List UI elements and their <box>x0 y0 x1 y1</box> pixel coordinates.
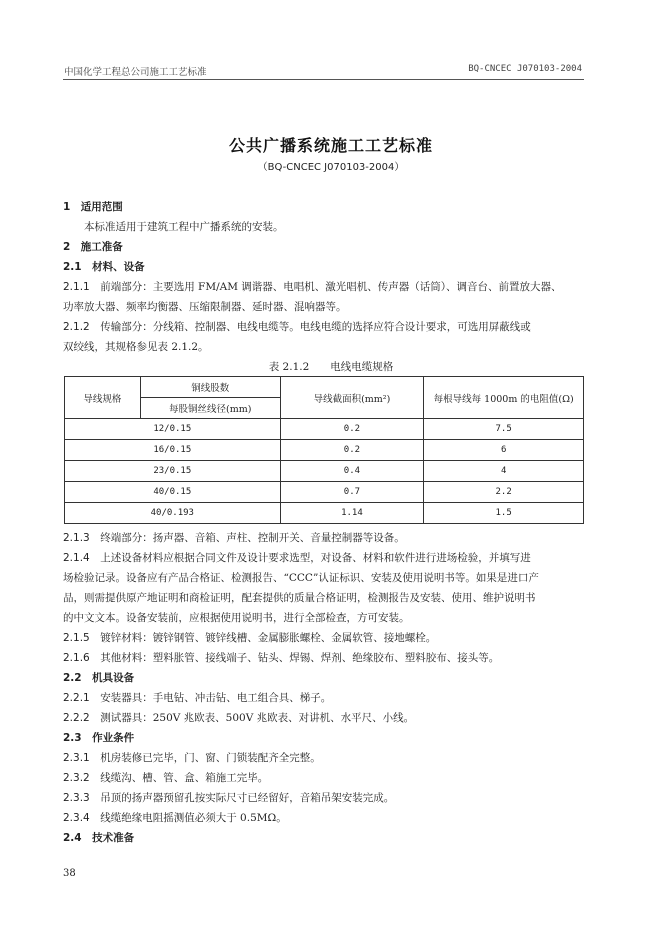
clause-2-1-4-cont-1: 场检验记录。设备应有产品合格证、检测报告、“CCC”认证标识、安装及使用说明书等。如果是进口产 <box>63 572 539 584</box>
clause-2-1-4 <box>63 551 585 565</box>
clause-2-1-3 <box>63 531 585 545</box>
cell-area: 0.2 <box>280 440 424 461</box>
cell-area: 1.14 <box>280 503 424 524</box>
clause-text: 机房装修已完毕，门、窗、门锁装配齐全完整。 <box>100 752 321 764</box>
clause-2-1-4-cont-2: 品，则需提供原产地证明和商检证明，配套提供的质量合格证明，检测报告及安装、使用、维护说明书 <box>63 592 536 604</box>
header-wire-spec: 导线规格 <box>65 377 141 419</box>
page-number: 38 <box>63 868 76 879</box>
clause-text: 上述设备材料应根据合同文件及设计要求选型，对设备、材料和软件进行进场检验，并填写进 <box>100 552 531 564</box>
header-strand-diameter: 每股铜丝线径(mm) <box>140 398 280 419</box>
document-code: （BQ-CNCEC J070103-2004） <box>257 162 405 173</box>
clause-number: 2.1.5 <box>63 632 90 644</box>
table-caption: 表 2.1.2 电线电缆规格 <box>268 361 394 373</box>
clause-2-1-1 <box>63 280 585 294</box>
cell-spec: 23/0.15 <box>65 461 281 482</box>
section-1-heading: 1 适用范围 <box>63 201 123 213</box>
clause-2-3-1 <box>63 751 585 765</box>
table-row <box>65 482 584 503</box>
header-divider <box>63 79 584 80</box>
table-row <box>65 419 584 440</box>
clause-text: 安装器具：手电钻、冲击钻、电工组合具、梯子。 <box>100 692 332 704</box>
clause-2-1-5 <box>63 631 585 645</box>
clause-number: 2.1.6 <box>63 652 90 664</box>
cell-area: 0.2 <box>280 419 424 440</box>
clause-text: 前端部分：主要选用 FM/AM 调谐器、电唱机、激光唱机、传声器（话筒）、调音台、前置放大器、 <box>100 281 562 293</box>
clause-number: 2.1.1 <box>63 281 90 293</box>
section-2-2-heading: 2.2 机具设备 <box>63 672 135 684</box>
clause-2-1-2-cont: 双绞线，其规格参见表 2.1.2。 <box>63 341 209 353</box>
clause-text: 测试器具：250V 兆欧表、500V 兆欧表、对讲机、水平尺、小线。 <box>100 712 415 724</box>
clause-2-2-1 <box>63 691 585 705</box>
cell-resistance: 6 <box>424 440 584 461</box>
clause-2-1-1-cont: 功率放大器、频率均衡器、压缩限制器、延时器、混响器等。 <box>63 301 347 313</box>
cell-spec: 12/0.15 <box>65 419 281 440</box>
section-2-4-heading: 2.4 技术准备 <box>63 832 135 844</box>
clause-number: 2.3.3 <box>63 792 90 804</box>
cell-resistance: 1.5 <box>424 503 584 524</box>
cell-spec: 40/0.193 <box>65 503 281 524</box>
cable-spec-table <box>64 376 584 524</box>
header-cross-section: 导线截面积(mm²) <box>280 377 424 419</box>
section-2-3-heading: 2.3 作业条件 <box>63 732 135 744</box>
document-title: 公共广播系统施工工艺标准 <box>228 136 433 155</box>
clause-text: 终端部分：扬声器、音箱、声柱、控制开关、音量控制器等设备。 <box>100 532 405 544</box>
clause-text: 传输部分：分线箱、控制器、电线电缆等。电线电缆的选择应符合设计要求，可选用屏蔽线或 <box>100 321 531 333</box>
clause-2-3-4 <box>63 811 585 825</box>
cell-area: 0.4 <box>280 461 424 482</box>
cell-resistance: 7.5 <box>424 419 584 440</box>
clause-number: 2.2.1 <box>63 692 90 704</box>
clause-number: 2.3.2 <box>63 772 90 784</box>
table-row <box>65 503 584 524</box>
cell-spec: 40/0.15 <box>65 482 281 503</box>
cell-spec: 16/0.15 <box>65 440 281 461</box>
header-resistance: 每根导线每 1000m 的电阻值(Ω) <box>424 377 584 419</box>
clause-number: 2.1.3 <box>63 532 90 544</box>
clause-number: 2.1.2 <box>63 321 90 333</box>
clause-number: 2.2.2 <box>63 712 90 724</box>
table-row <box>65 461 584 482</box>
section-2-1-heading: 2.1 材料、设备 <box>63 261 145 273</box>
cell-resistance: 4 <box>424 461 584 482</box>
table-row <box>65 440 584 461</box>
clause-number: 2.3.1 <box>63 752 90 764</box>
clause-text: 其他材料：塑料胀管、接线端子、钻头、焊锡、焊剂、绝缘胶布、塑料胶布、接头等。 <box>100 652 500 664</box>
clause-text: 线缆沟、槽、管、盒、箱施工完毕。 <box>100 772 269 784</box>
running-header-title: 中国化学工程总公司施工工艺标准 <box>64 67 207 78</box>
clause-2-3-2 <box>63 771 585 785</box>
header-strand-count: 铜线股数 <box>140 377 280 398</box>
running-header-code: BQ-CNCEC J070103-2004 <box>468 64 582 74</box>
clause-2-1-4-cont-3: 的中文文本。设备安装前，应根据使用说明书，进行全部检查，方可安装。 <box>63 612 410 624</box>
clause-2-1-6 <box>63 651 585 665</box>
clause-number: 2.3.4 <box>63 812 90 824</box>
clause-2-3-3 <box>63 791 585 805</box>
clause-text: 镀锌材料：镀锌钢管、镀锌线槽、金属膨胀螺栓、金属软管、接地螺栓。 <box>100 632 437 644</box>
clause-2-1-2 <box>63 320 585 334</box>
section-2-heading: 2 施工准备 <box>63 241 123 253</box>
clause-number: 2.1.4 <box>63 552 90 564</box>
clause-text: 吊顶的扬声器预留孔按实际尺寸已经留好，音箱吊架安装完成。 <box>100 792 395 804</box>
cell-area: 0.7 <box>280 482 424 503</box>
cell-resistance: 2.2 <box>424 482 584 503</box>
clause-2-2-2 <box>63 711 585 725</box>
section-1-text: 本标准适用于建筑工程中广播系统的安装。 <box>84 221 284 233</box>
clause-text: 线缆绝缘电阻摇测值必须大于 0.5MΩ。 <box>100 812 287 824</box>
